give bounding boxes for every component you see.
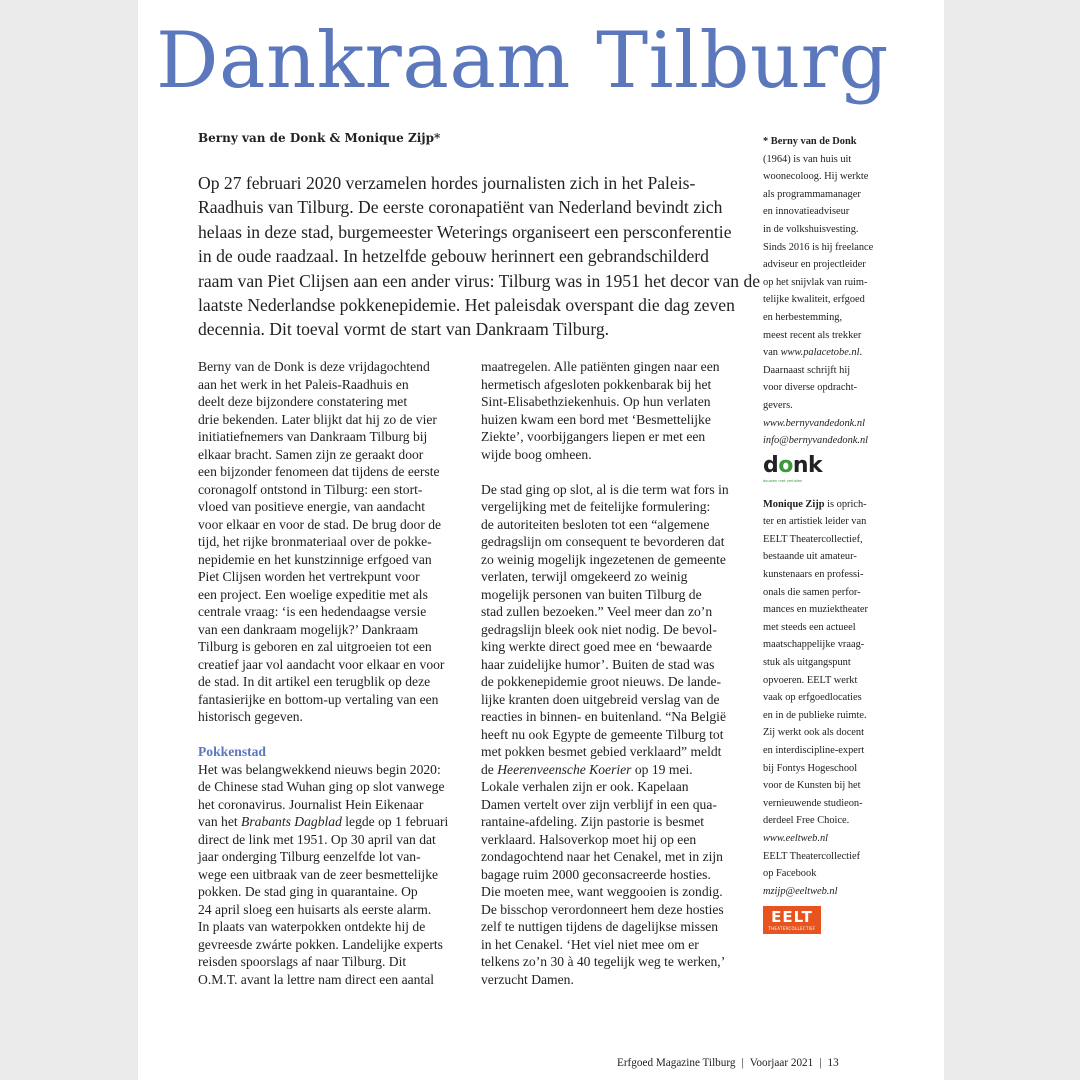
text-line: Damen vertelt over zijn verblijf in een qua- — [481, 796, 717, 812]
text-line — [481, 463, 741, 481]
text-line: raam van Piet Clijsen aan een ander virus: Tilburg was in 1951 het decor van de — [198, 270, 761, 291]
footer-magazine: Erfgoed Magazine Tilburg — [617, 1057, 736, 1069]
text-line: met steeds een actueel — [763, 621, 856, 633]
text-line: De bisschop verordonneert hem deze hosties — [481, 901, 724, 917]
text-line: Het was belangwekkend nieuws begin 2020: — [198, 761, 441, 777]
author-bio-zijp — [763, 496, 893, 901]
text-line: stuk als uitgangspunt — [763, 657, 851, 669]
text-line: direct de link met 1951. Op 30 april van dat — [198, 831, 436, 847]
text-line: aan het werk in het Paleis-Raadhuis en — [198, 376, 409, 392]
text-line: Monique Zijp is oprich- — [763, 498, 867, 510]
text-line: meest recent als trekker — [763, 329, 862, 341]
text-line: creatief jaar vol aandacht voor elkaar en voor — [198, 656, 445, 672]
text-line: vergelijking met de feitelijke formulering: — [481, 499, 711, 514]
text-line: gedragslijn bleek ook niet nodig. De bevol- — [481, 621, 717, 637]
text-line: onals die samen perfor- — [763, 586, 861, 598]
text-line: kunstenaars en professi- — [763, 569, 864, 581]
text-line: decennia. Dit toeval vormt de start van Dankraam Tilburg. — [198, 319, 610, 340]
text-line: vernieuwende studieon- — [763, 797, 863, 809]
text-line: voor de Kunsten bij het — [763, 780, 861, 792]
text-line: een project. Een woelige expeditie met als — [198, 586, 428, 602]
text-line: de pokkenepidemie groot nieuws. De lande- — [481, 674, 722, 689]
text-line: Daarnaast schrijft hij — [763, 364, 851, 376]
text-line: Tilburg is geboren en zal uitgroeien tot een — [198, 639, 432, 654]
eelt-logo — [763, 906, 821, 934]
text-line: In plaats van waterpokken ontdekte hij de — [198, 919, 426, 934]
text-line: gevers. — [763, 399, 793, 411]
text-line: centrale vraag: ‘is een hedendaagse versie — [198, 604, 427, 619]
text-line: in het Cenakel. ‘Het viel niet mee om er — [481, 936, 699, 952]
lead-paragraph — [198, 171, 761, 342]
text-line: helaas in deze stad, burgemeester Weterings organiseert een persconferentie — [198, 221, 732, 242]
text-line: met pokken besmet gebied verklaard” meldt — [481, 744, 722, 759]
text-line: wijde boog omheen. — [481, 446, 592, 462]
text-line: 24 april sloeg een huisarts als eerste alarm. — [198, 901, 432, 917]
text-line: fantasierijke en bottom-up vertaling van een — [198, 691, 439, 707]
text-line: king werkte direct goed mee en ‘bewaarde — [481, 639, 712, 654]
text-line: (1964) is van huis uit — [763, 153, 852, 165]
text-line: maatregelen. Alle patiënten gingen naar een — [481, 359, 720, 374]
text-line: Piet Clijsen worden het vertrekpunt voor — [198, 569, 420, 584]
text-line: coronagolf ontstond in Tilburg: een stort- — [198, 481, 423, 497]
text-line: gevreesde zwárte pokken. Landelijke experts — [198, 936, 443, 952]
text-line: bij Fontys Hogeschool — [763, 762, 858, 774]
text-line: maatschappelijke vraag- — [763, 639, 865, 651]
text-line: gedragslijn om consequent te bevorderen dat — [481, 534, 725, 549]
text-line: in de volkshuisvesting. — [763, 223, 859, 235]
text-line: Lokale verhalen zijn er ook. Kapelaan — [481, 779, 689, 794]
text-line: haar zuidelijke humor’. Buiten de stad was — [481, 656, 715, 672]
text-line: vaak op erfgoedlocaties — [763, 692, 862, 704]
text-line: heeft nu ook Egypte de gemeente Tilburg tot — [481, 726, 724, 742]
footer-issue: Voorjaar 2021 — [749, 1057, 814, 1069]
text-line: stad zullen bezoeken.” Veel meer dan zo’n — [481, 604, 713, 619]
text-line: mances en muziektheater — [763, 604, 869, 616]
text-line: De stad ging op slot, al is die term wat fors in — [481, 481, 729, 497]
article-byline: Berny van de Donk & Monique Zijp* — [198, 131, 441, 145]
text-line: verzucht Damen. — [481, 971, 574, 987]
text-line: een bijzonder fenomeen dat tijdens de eerste — [198, 464, 440, 479]
text-line: pokken. De stad ging in quarantaine. Op — [198, 884, 418, 899]
text-line: huizen kwam een bord met ‘Besmettelijke — [481, 411, 711, 427]
text-line: opvoeren. EELT werkt — [763, 674, 858, 686]
footer-separator: | — [819, 1057, 822, 1069]
text-line: wege een uitbraak van de zeer besmettelijke — [198, 866, 439, 882]
text-line: mzijp@eeltweb.nl — [763, 885, 838, 897]
text-line: www.eeltweb.nl — [763, 832, 829, 844]
text-line: Op 27 februari 2020 verzamelen hordes journalisten zich in het Paleis- — [198, 173, 696, 193]
text-line: Berny van de Donk is deze vrijdagochtend — [198, 359, 430, 374]
body-column-2 — [481, 358, 741, 988]
text-line: verklaard. Halsoverkop moet hij op een — [481, 831, 697, 847]
text-line: het coronavirus. Journalist Hein Eikenaar — [198, 796, 424, 812]
text-line — [198, 726, 458, 744]
text-line: reisden spoorslags af naar Tilburg. Dit — [198, 954, 407, 969]
text-line: verlaten, terwijl omgekeerd zo weinig — [481, 569, 688, 584]
text-line: op het snijvlak van ruim- — [763, 276, 868, 288]
text-line: EELT Theatercollectief, — [763, 533, 863, 545]
text-line: zelf te nuttigen tijdens de dagelijkse missen — [481, 919, 719, 934]
text-line: zondagochtend naar het Cenakel, met in zijn — [481, 849, 723, 864]
text-line: deelt deze bijzondere constatering met — [198, 394, 408, 409]
author-bio-donk — [763, 133, 893, 450]
text-line: bagage ruim 2000 geconsacreerde hosties. — [481, 866, 711, 882]
text-line: adviseur en projectleider — [763, 259, 866, 271]
author-sidebar — [763, 133, 893, 934]
eelt-logo-subtitle: THEATERCOLLECTIEF — [768, 926, 816, 932]
text-line: en herbestemming, — [763, 311, 843, 323]
body-column-1 — [198, 358, 458, 988]
text-line: * Berny van de Donk — [763, 136, 857, 147]
text-line: drie bekenden. Later blijkt dat hij zo de vier — [198, 411, 437, 427]
text-line: info@bernyvandedonk.nl — [763, 435, 869, 447]
text-line: jaar onderging Tilburg eenzelfde lot van- — [198, 849, 421, 864]
text-line: O.M.T. avant la lettre nam direct een aantal — [198, 971, 435, 987]
text-line: bestaande uit amateur- — [763, 551, 857, 563]
text-line: telkens zo’n 30 à 40 tegelijk weg te werken,’ — [481, 954, 726, 969]
text-line: en innovatieadviseur — [763, 206, 850, 218]
text-line: rantaine-afdeling. Zijn pastorie is besmet — [481, 814, 705, 829]
donk-logo-text: donk — [763, 452, 823, 478]
eelt-logo-text: EELT — [771, 908, 813, 927]
text-line: EELT Theatercollectief — [763, 850, 861, 862]
text-line: van www.palacetobe.nl. — [763, 347, 863, 359]
article-title: Dankraam Tilburg — [156, 16, 889, 106]
text-line: Raadhuis van Tilburg. De eerste coronapatiënt van Nederland bevindt zich — [198, 197, 723, 218]
text-line: Zij werkt ook als docent — [763, 727, 864, 739]
text-line: nepidemie en het kunstzinnige erfgoed van — [198, 551, 432, 567]
text-line: elkaar bracht. Samen zijn ze geraakt door — [198, 446, 424, 462]
text-line: Die moeten mee, want weggooien is zondig. — [481, 884, 723, 899]
text-line: van het Brabants Dagblad legde op 1 februari — [198, 814, 449, 829]
text-line: en in de publieke ruimte. — [763, 709, 867, 721]
text-line: de stad. In dit artikel een terugblik op deze — [198, 674, 431, 689]
text-line: woonecoloog. Hij werkte — [763, 171, 869, 183]
text-line: lijke kranten doen uitgebreid verslag van de — [481, 691, 720, 707]
text-line: initiatiefnemers van Dankraam Tilburg bij — [198, 429, 428, 444]
text-line: voor diverse opdracht- — [763, 382, 858, 394]
text-line: vloed van positieve energie, van aandacht — [198, 499, 425, 514]
text-line: derdeel Free Choice. — [763, 815, 850, 827]
text-line: ter en artistiek leider van — [763, 516, 867, 528]
text-line: telijke kwaliteit, erfgoed — [763, 294, 865, 306]
page-footer — [617, 1057, 839, 1069]
footer-separator: | — [741, 1057, 744, 1069]
text-line: tijd, het rijke bronmateriaal over de pokke- — [198, 534, 432, 549]
donk-logo-tagline: bouwen met verhalen — [763, 478, 803, 483]
text-line: Ziekte’, voorbijgangers liepen er met een — [481, 429, 706, 444]
text-line: zo weinig mogelijk ingezetenen de gemeente — [481, 551, 726, 567]
text-line: de Heerenveensche Koerier op 19 mei. — [481, 761, 693, 777]
text-line: en interdiscipline-expert — [763, 745, 865, 756]
section-heading: Pokkenstad — [198, 744, 266, 759]
text-line: Sinds 2016 is hij freelance — [763, 241, 874, 253]
text-line: in de oude raadzaal. In hetzelfde gebouw herinnert een gebrandschilderd — [198, 246, 709, 267]
text-line: als programmamanager — [763, 188, 861, 200]
text-line: laatste Nederlandse pokkenepidemie. Het paleisdak overspant die dag zeven — [198, 295, 735, 316]
text-line: reacties in binnen- en buitenland. “Na België — [481, 709, 726, 724]
text-line: op Facebook — [763, 868, 817, 880]
footer-page-number: 13 — [827, 1057, 839, 1069]
text-line: www.bernyvandedonk.nl — [763, 417, 865, 429]
text-line: historisch gegeven. — [198, 709, 303, 724]
text-line: Sint-Elisabethziekenhuis. Op hun verlaten — [481, 394, 711, 409]
text-line: hermetisch afgesloten pokkenbarak bij het — [481, 376, 712, 392]
text-line: van een dankraam mogelijk?’ Dankraam — [198, 621, 419, 637]
text-line: de Chinese stad Wuhan ging op slot vanwege — [198, 779, 445, 794]
text-line: voor elkaar en voor de stad. De brug door de — [198, 516, 442, 532]
text-line: de autoriteiten besloten tot een “algemene — [481, 516, 710, 532]
text-line: mogelijk personen van buiten Tilburg de — [481, 586, 702, 602]
donk-logo — [763, 454, 893, 484]
